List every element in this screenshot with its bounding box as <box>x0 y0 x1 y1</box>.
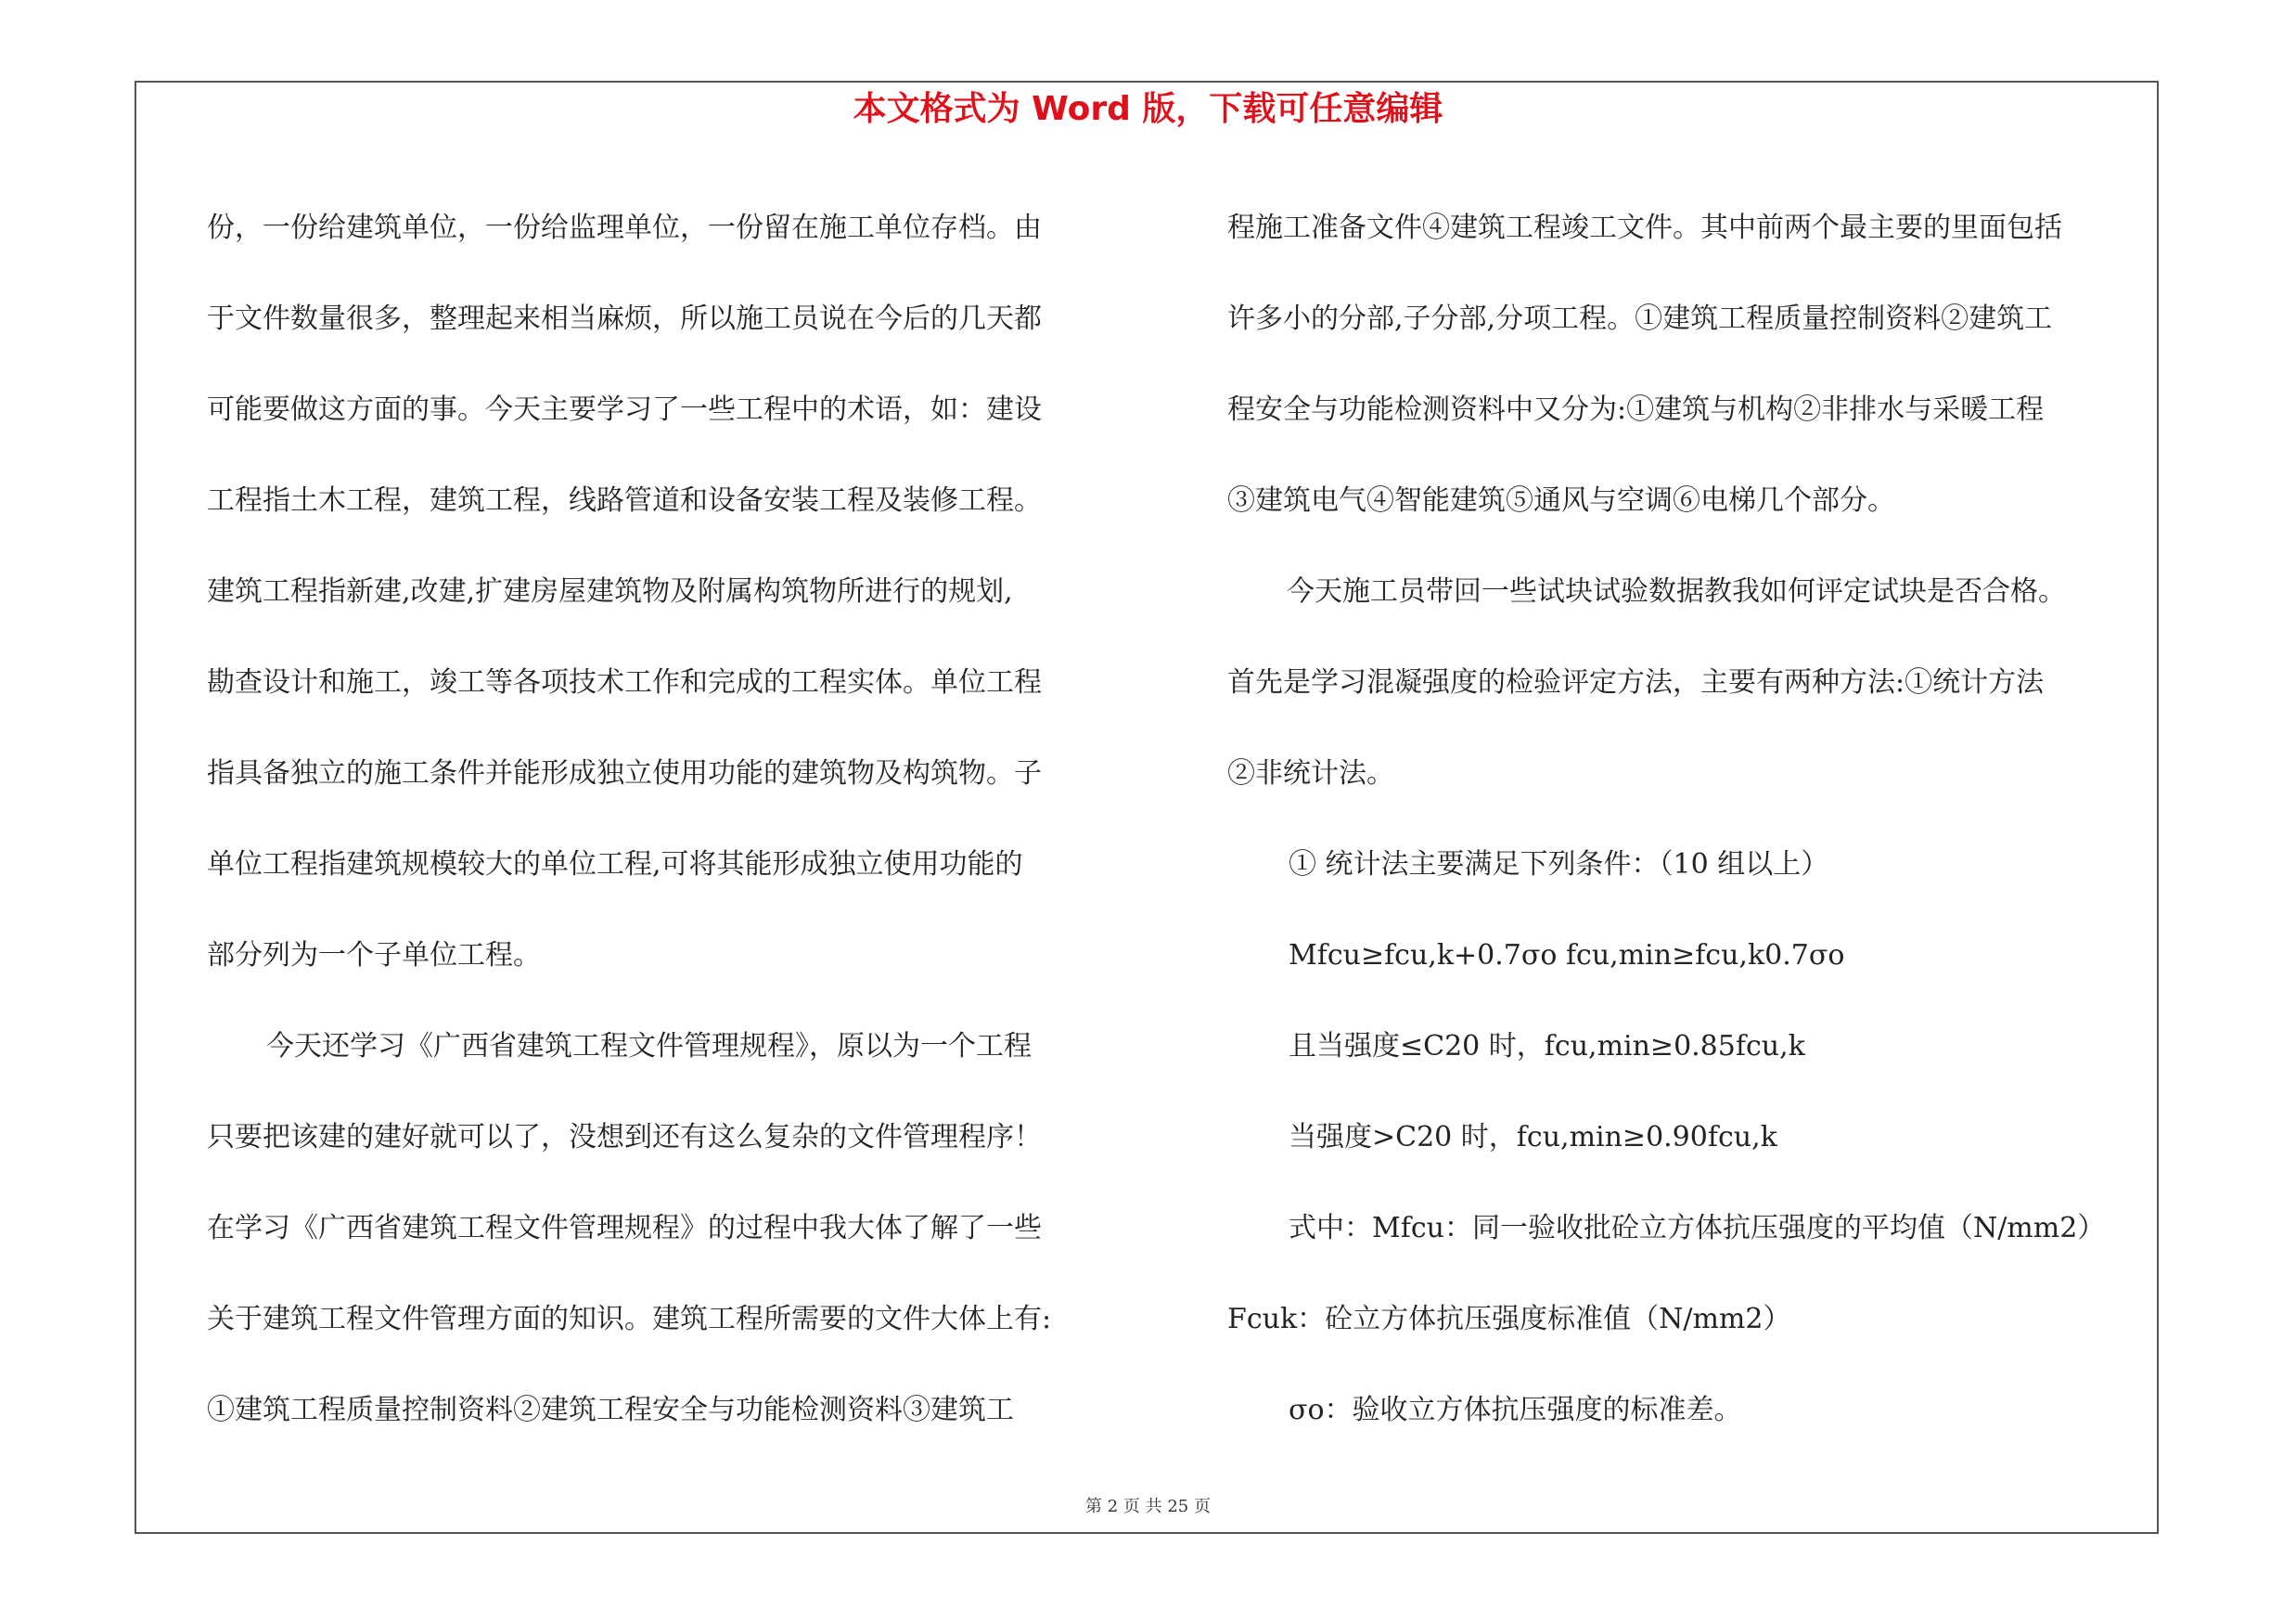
paragraph-line: 在学习《广西省建筑工程文件管理规程》的过程中我大体了解了一些 <box>207 1212 1042 1244</box>
paragraph-line: 工程指土木工程，建筑工程，线路管道和设备安装工程及装修工程。 <box>207 484 1042 517</box>
formula-line: Mfcu≥fcu,k+0.7σo fcu,min≥fcu,k0.7σo <box>1289 939 1845 972</box>
definition-line: Fcuk：砼立方体抗压强度标准值（N/mm2） <box>1227 1303 1791 1335</box>
paragraph-line: ①建筑工程质量控制资料②建筑工程安全与功能检测资料③建筑工 <box>207 1394 1014 1426</box>
definition-line: 式中：Mfcu：同一验收批砼立方体抗压强度的平均值（N/mm2） <box>1289 1212 2106 1244</box>
paragraph-line: ③建筑电气④智能建筑⑤通风与空调⑥电梯几个部分。 <box>1227 484 1895 517</box>
right-text-column <box>1227 183 2155 1456</box>
page-number-footer: 第 2 页 共 25 页 <box>1085 1497 1211 1516</box>
left-text-column <box>207 183 1135 1456</box>
paragraph-line: 份，一份给建筑单位，一份给监理单位，一份留在施工单位存档。由 <box>207 212 1042 244</box>
definition-line: σo：验收立方体抗压强度的标准差。 <box>1289 1394 1742 1426</box>
paragraph-line: 程安全与功能检测资料中又分为:①建筑与机构②非排水与采暖工程 <box>1227 393 2045 426</box>
condition-heading: ① 统计法主要满足下列条件：（10 组以上） <box>1289 848 1829 881</box>
paragraph-line: 首先是学习混凝强度的检验评定方法，主要有两种方法:①统计方法 <box>1227 666 2045 699</box>
paragraph-line: 许多小的分部,子分部,分项工程。①建筑工程质量控制资料②建筑工 <box>1227 303 2053 335</box>
paragraph-line: 指具备独立的施工条件并能形成独立使用功能的建筑物及构筑物。子 <box>207 757 1042 790</box>
paragraph-line: ②非统计法。 <box>1227 757 1394 790</box>
paragraph-first-line: 今天还学习《广西省建筑工程文件管理规程》，原以为一个工程 <box>266 1030 1032 1063</box>
paragraph-line: 可能要做这方面的事。今天主要学习了一些工程中的术语，如：建设 <box>207 393 1042 426</box>
paragraph-line: 于文件数量很多，整理起来相当麻烦，所以施工员说在今后的几天都 <box>207 303 1042 335</box>
paragraph-line: 部分列为一个子单位工程。 <box>207 939 541 972</box>
paragraph-line: 程施工准备文件④建筑工程竣工文件。其中前两个最主要的里面包括 <box>1227 212 2062 244</box>
paragraph-line: 建筑工程指新建,改建,扩建房屋建筑物及附属构筑物所进行的规划, <box>207 575 1013 608</box>
formula-line: 当强度>C20 时，fcu,min≥0.90fcu,k <box>1289 1121 1777 1153</box>
format-notice-banner: 本文格式为 Word 版，下载可任意编辑 <box>853 90 1443 128</box>
paragraph-line: 单位工程指建筑规模较大的单位工程,可将其能形成独立使用功能的 <box>207 848 1023 881</box>
paragraph-line: 关于建筑工程文件管理方面的知识。建筑工程所需要的文件大体上有: <box>207 1303 1052 1335</box>
paragraph-line: 只要把该建的建好就可以了，没想到还有这么复杂的文件管理程序！ <box>207 1121 1042 1153</box>
formula-line: 且当强度≤C20 时，fcu,min≥0.85fcu,k <box>1289 1030 1805 1063</box>
paragraph-first-line: 今天施工员带回一些试块试验数据教我如何评定试块是否合格。 <box>1287 575 2066 608</box>
paragraph-line: 勘查设计和施工，竣工等各项技术工作和完成的工程实体。单位工程 <box>207 666 1042 699</box>
